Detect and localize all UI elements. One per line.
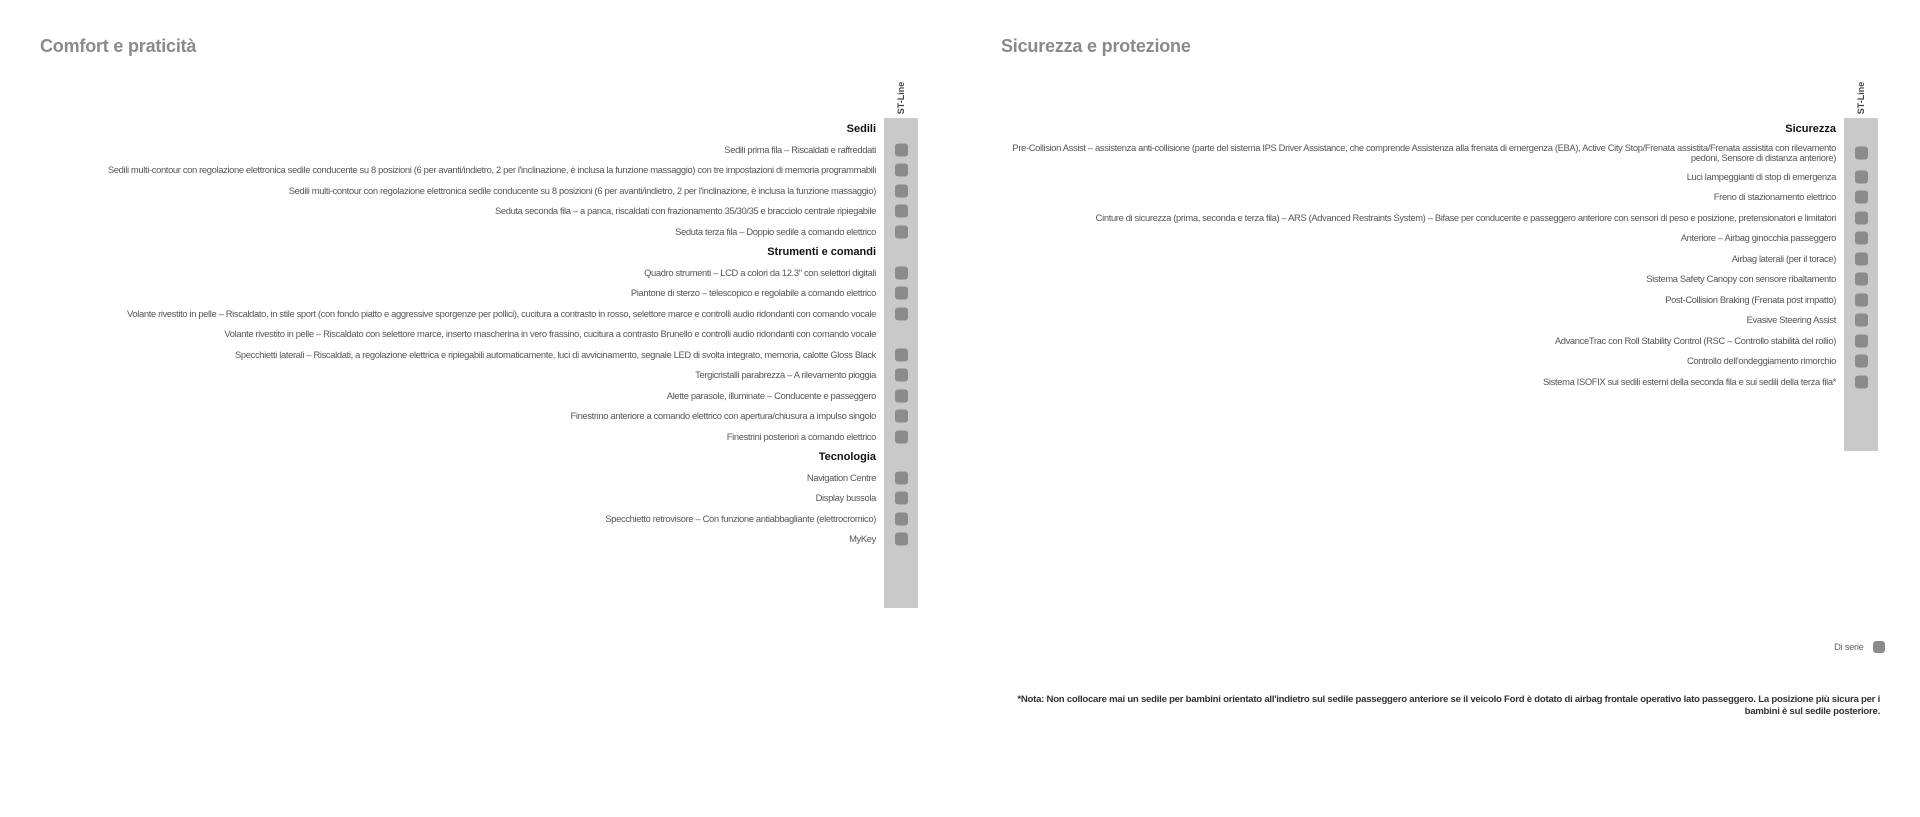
feature-row: [960, 167, 1878, 188]
feature-row: [960, 331, 1878, 352]
feature-label: Post-Collision Braking (Frenata post impatto): [1665, 293, 1836, 305]
feature-row: [0, 468, 918, 489]
page-title-comfort: Comfort e praticità: [40, 36, 197, 56]
feature-row: [0, 345, 918, 366]
standard-marker-icon: [1855, 293, 1868, 306]
feature-label: Pre-Collision Assist – assistenza anti-collisione (parte del sistema IPS Driver Assistance, che comprende Assistenza alla frenata di emergenza (EBA), Active City Stop/Frenata assistita/Frenata assistita con rilevamento pedoni, Sensore di distanza anteriore): [1012, 142, 1836, 163]
feature-row: [0, 160, 918, 181]
standard-marker-icon: [1855, 252, 1868, 265]
feature-label: Tergicristalli parabrezza – A rilevamento pioggia: [695, 369, 876, 381]
feature-row: [0, 529, 918, 550]
legend-label: Di serie: [1834, 641, 1864, 653]
feature-row: [960, 372, 1878, 393]
feature-label: Specchietto retrovisore – Con funzione antiabbagliante (elettrocromico): [605, 512, 876, 524]
standard-marker-icon: [895, 410, 908, 423]
feature-row: [0, 201, 918, 222]
standard-marker-icon: [1855, 334, 1868, 347]
feature-list-safety: [960, 119, 1878, 392]
feature-label: Airbag laterali (per il torace): [1731, 252, 1836, 264]
standard-marker-icon: [895, 348, 908, 361]
standard-marker-icon: [1855, 170, 1868, 183]
feature-row: [0, 181, 918, 202]
section-heading: [0, 242, 918, 263]
feature-label: Quadro strumenti – LCD a colori da 12.3" con selettori digitali: [644, 266, 876, 278]
feature-row: [0, 222, 918, 243]
standard-marker-icon: [895, 287, 908, 300]
column-header-label: ST-Line: [1856, 81, 1866, 115]
feature-label: MyKey: [849, 533, 876, 545]
standard-marker-icon: [895, 143, 908, 156]
feature-label: Seduta terza fila – Doppio sedile a comando elettrico: [675, 225, 876, 237]
standard-marker-icon: [895, 471, 908, 484]
section-heading: [960, 119, 1878, 140]
feature-label: Volante rivestito in pelle – Riscaldato, in stile sport (con fondo piatto e aggressive sporgenze per pollici), cucitura a contrasto in rosso, selettore marce e controlli audio ridondanti con comando vocale: [126, 307, 876, 319]
feature-row: [960, 351, 1878, 372]
feature-label: Seduta seconda fila – a panca, riscaldati con frazionamento 35/30/35 e bracciolo centrale ripiegabile: [494, 205, 876, 217]
feature-row: [0, 406, 918, 427]
standard-marker-icon: [895, 389, 908, 402]
page-title-safety: Sicurezza e protezione: [1001, 36, 1191, 56]
feature-label: Piantone di sterzo – telescopico e regolabile a comando elettrico: [630, 287, 876, 299]
feature-row: [0, 365, 918, 386]
feature-list-comfort: [0, 119, 918, 550]
standard-marker-icon: [895, 225, 908, 238]
feature-label: Specchietti laterali – Riscaldati, a regolazione elettrica e ripiegabili automaticamente, luci di avvicinamento, segnale LED di svolta integrato, memoria, calotte Gloss Black: [234, 348, 876, 360]
feature-row: [0, 488, 918, 509]
feature-row: [960, 310, 1878, 331]
feature-label: Sedili multi-contour con regolazione elettronica sedile conducente su 8 posizioni (6 per avanti/indietro, 2 per l'inclinazione, è inclusa la funzione massaggio) con tre impostazioni di memoria programmabili: [107, 164, 876, 176]
feature-label: Sedili prima fila – Riscaldati e raffreddati: [724, 143, 876, 155]
feature-label: Navigation Centre: [806, 471, 876, 483]
standard-marker-icon: [1873, 641, 1885, 653]
feature-label: Anteriore – Airbag ginocchia passeggero: [1680, 232, 1836, 244]
feature-label: Alette parasole, illuminate – Conducente e passeggero: [666, 389, 876, 401]
section-heading-label: Sedili: [846, 123, 876, 136]
feature-row: [960, 187, 1878, 208]
standard-marker-icon: [1855, 355, 1868, 368]
column-header-label: ST-Line: [896, 81, 906, 115]
standard-marker-icon: [1855, 147, 1868, 160]
feature-row: [0, 324, 918, 345]
standard-marker-icon: [1855, 191, 1868, 204]
feature-label: Luci lampeggianti di stop di emergenza: [1686, 170, 1836, 182]
feature-row: [0, 283, 918, 304]
feature-label: Controllo dell'ondeggiamento rimorchio: [1687, 355, 1836, 367]
standard-marker-icon: [895, 430, 908, 443]
standard-marker-icon: [1855, 232, 1868, 245]
standard-marker-icon: [895, 184, 908, 197]
legend: [1834, 638, 1885, 652]
feature-label: Sistema ISOFIX sui sedili esterni della seconda fila e sui sedili della terza fila*: [1543, 375, 1836, 387]
feature-row: [960, 290, 1878, 311]
feature-label: Sedili multi-contour con regolazione elettronica sedile conducente su 8 posizioni (6 per avanti/indietro, 2 per l'inclinazione, è inclusa la funzione massaggio): [288, 184, 876, 196]
footnote: *Nota: Non collocare mai un sedile per bambini orientato all'indietro sul sedile passeggero anteriore se il veicolo Ford è dotato di airbag frontale operativo lato passeggero. La posizione più sicura per i bambini è sul sedile posteriore.: [1017, 694, 1880, 717]
feature-label: Sistema Safety Canopy con sensore ribaltamento: [1646, 273, 1836, 285]
feature-label: Volante rivestito in pelle – Riscaldato con selettore marce, inserto mascherina in vero frassino, cucitura a contrasto Brunello e controlli audio ridondanti con comando vocale: [224, 328, 876, 340]
section-heading-label: Strumenti e comandi: [767, 246, 876, 259]
standard-marker-icon: [895, 266, 908, 279]
standard-marker-icon: [895, 307, 908, 320]
feature-row: [0, 304, 918, 325]
standard-marker-icon: [1855, 375, 1868, 388]
standard-marker-icon: [1855, 273, 1868, 286]
feature-row: [0, 386, 918, 407]
feature-row: [960, 249, 1878, 270]
feature-row: [0, 140, 918, 161]
feature-label: Display bussola: [815, 492, 876, 504]
feature-label: Finestrino anteriore a comando elettrico con apertura/chiusura a impulso singolo: [570, 410, 876, 422]
standard-marker-icon: [1855, 211, 1868, 224]
standard-marker-icon: [895, 369, 908, 382]
feature-row: [960, 228, 1878, 249]
feature-label: Freno di stazionamento elettrico: [1713, 191, 1836, 203]
standard-marker-icon: [1855, 314, 1868, 327]
standard-marker-icon: [895, 164, 908, 177]
standard-marker-icon: [895, 533, 908, 546]
standard-marker-icon: [895, 205, 908, 218]
feature-label: Cinture di sicurezza (prima, seconda e terza fila) – ARS (Advanced Restraints System) – Bifase per conducente e passeggero anteriore con sensori di peso e posizione, pretensionatori e limitatori: [1095, 211, 1836, 223]
standard-marker-icon: [895, 492, 908, 505]
feature-label: Evasive Steering Assist: [1746, 314, 1836, 326]
feature-row: [0, 263, 918, 284]
feature-row: [960, 140, 1878, 167]
standard-marker-icon: [895, 512, 908, 525]
feature-row: [0, 509, 918, 530]
feature-row: [960, 208, 1878, 229]
section-heading-label: Tecnologia: [818, 451, 876, 464]
feature-label: Finestrini posteriori a comando elettrico: [726, 430, 876, 442]
section-heading: [0, 447, 918, 468]
section-heading-label: Sicurezza: [1785, 123, 1836, 136]
section-heading: [0, 119, 918, 140]
feature-label: AdvanceTrac con Roll Stability Control (RSC – Controllo stabilità del rollio): [1554, 334, 1836, 346]
feature-row: [960, 269, 1878, 290]
feature-row: [0, 427, 918, 448]
